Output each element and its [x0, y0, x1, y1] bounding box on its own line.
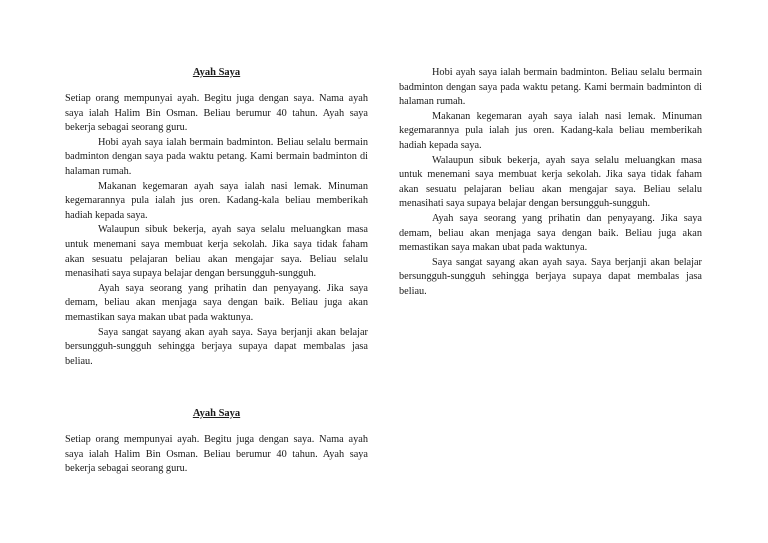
paragraph-5: Ayah saya seorang yang prihatin dan penyayang. Jika saya demam, beliau akan menjaga saya dengan baik. Beliau juga akan memastikan saya makan ubat pada waktunya. [399, 212, 702, 254]
paragraph-1: Setiap orang mempunyai ayah. Begitu juga dengan saya. Nama ayah saya ialah Halim Bin Osman. Beliau berumur 40 tahun. Ayah saya bekerja sebagai seorang guru. [65, 93, 368, 134]
paragraph-4: Walaupun sibuk bekerja, ayah saya selalu meluangkan masa untuk menemani saya membuat kerja sekolah. Jika saya tidak faham akan sesuatu pelajaran beliau akan mengajar saya. Beliau selalu menasihati saya supaya belajar dengan bersungguh-sungguh. [65, 224, 368, 280]
paragraph-3: Makanan kegemaran ayah saya ialah nasi lemak. Minuman kegemarannya pula ialah jus oren. Kadang-kala beliau memberikah hadiah kepada saya. [65, 180, 368, 221]
paragraph-2: Hobi ayah saya ialah bermain badminton. Beliau selalu bermain badminton dengan saya pada waktu petang. Kami bermain badminton di halaman rumah. [65, 136, 368, 177]
paragraph-4: Walaupun sibuk bekerja, ayah saya selalu meluangkan masa untuk menemani saya membuat kerja sekolah. Jika saya tidak faham akan sesuatu pelajaran beliau akan mengajar saya. Beliau selalu menasihati saya supaya belajar dengan bersungguh-sungguh. [399, 154, 702, 210]
paragraph-6: Saya sangat sayang akan ayah saya. Saya berjanji akan belajar bersungguh-sungguh sehingga berjaya supaya dapat membalas jasa beliau. [65, 326, 368, 367]
paragraph-1: Setiap orang mempunyai ayah. Begitu juga dengan saya. Nama ayah saya ialah Halim Bin Osman. Beliau berumur 40 tahun. Ayah saya bekerja sebagai seorang guru. [65, 434, 368, 475]
paragraph-6: Saya sangat sayang akan ayah saya. Saya berjanji akan belajar bersungguh-sungguh sehingga berjaya supaya dapat membalas jasa beliau. [399, 256, 702, 297]
essay-copy-left-top [65, 66, 368, 369]
essay-copy-left-bottom [65, 407, 368, 477]
paragraph-5: Ayah saya seorang yang prihatin dan penyayang. Jika saya demam, beliau akan menjaga saya dengan baik. Beliau juga akan memastikan saya makan ubat pada waktunya. [65, 282, 368, 323]
essay-title: Ayah Saya [192, 67, 241, 78]
paragraph-3: Makanan kegemaran ayah saya ialah nasi lemak. Minuman kegemarannya pula ialah jus oren. Kadang-kala beliau memberikah hadiah kepada saya. [399, 110, 702, 151]
essay-title: Ayah Saya [192, 408, 241, 419]
paragraph-2: Hobi ayah saya ialah bermain badminton. Beliau selalu bermain badminton dengan saya pada waktu petang. Kami bermain badminton di halaman rumah. [399, 67, 702, 108]
essay-copy-right [399, 66, 702, 300]
